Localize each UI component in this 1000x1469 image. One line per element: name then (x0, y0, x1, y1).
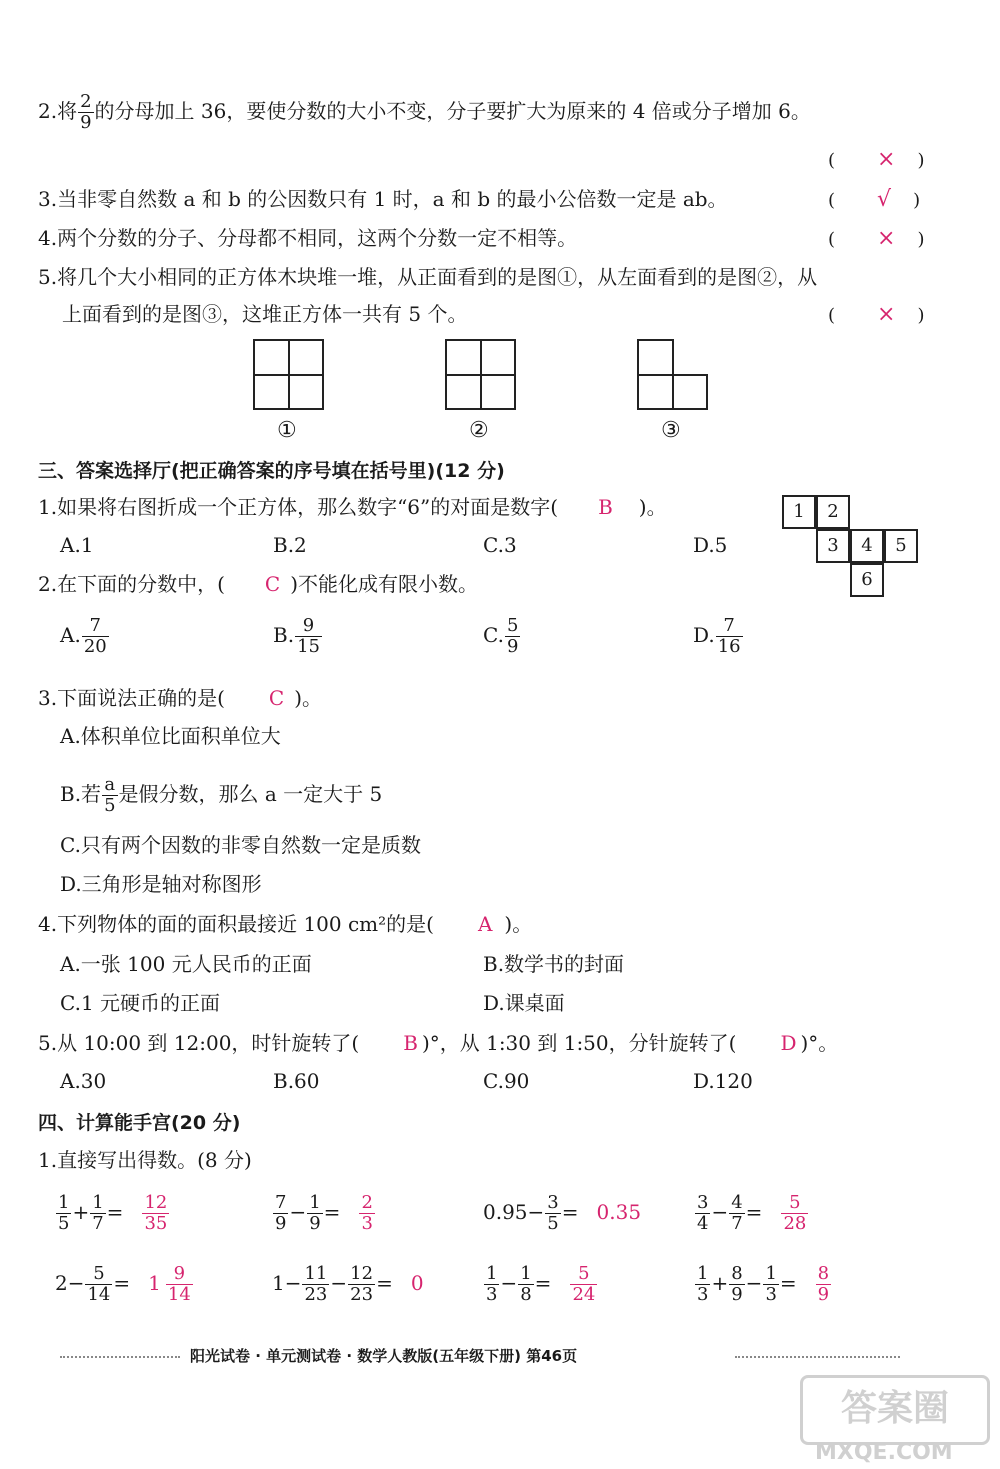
s3-q1-opt-b: B.2 (273, 533, 307, 557)
fraction: $\frac{a}{5}$ (104, 774, 116, 816)
fraction: $\frac{11}{23}$ (304, 1263, 328, 1305)
s3-q5-opt-b: B.60 (273, 1069, 320, 1093)
s3-q4: 4.下列物体的面的面积最接近 100 cm²的是( A )。 (38, 912, 533, 936)
fraction: $\frac{2}{9}$ (80, 91, 92, 133)
fraction: $\frac{3}{4}$ (697, 1192, 709, 1234)
s3-q4-opt-d: D.课桌面 (483, 991, 565, 1015)
judge-q3: 3.当非零自然数 a 和 b 的公因数只有 1 时，a 和 b 的最小公倍数一定是 ab。 (38, 187, 728, 211)
fraction: $\frac{4}{7}$ (731, 1192, 743, 1234)
footer-divider-left (60, 1356, 180, 1358)
net-cell: 1 (782, 495, 816, 529)
fraction: $\frac{7}{16}$ (717, 615, 741, 657)
s3-q5: 5.从 10:00 到 12:00，时针旋转了( B )°，从 1:30 到 1:50，分针旋转了( D )°。 (38, 1031, 839, 1055)
s3-q3-opt-b: B.若 $\frac{a}{5}$ 是假分数，那么 a 一定大于 5 (60, 774, 383, 816)
answer-q5a: B (403, 1031, 418, 1055)
footer-divider-right (735, 1356, 900, 1358)
fraction: $\frac{1}{3}$ (486, 1263, 498, 1305)
s3-q3-opt-c: C.只有两个因数的非零自然数一定是质数 (60, 833, 421, 857)
result-value: 0 (410, 1271, 424, 1295)
net-cell: 5 (884, 529, 918, 563)
section4-title: 四、计算能手宫(20 分) (38, 1112, 241, 1134)
net-cell: 6 (850, 563, 884, 597)
fraction: $\frac{1}{9}$ (309, 1192, 321, 1234)
s3-q5-opt-a: A.30 (60, 1069, 107, 1093)
result-fraction: $\frac{5}{24}$ (572, 1263, 596, 1305)
calc-r1-b: $\frac{7}{9}$ − $\frac{1}{9}$ = $\frac{2}{3}$ (275, 1192, 373, 1234)
fraction: $\frac{7}{9}$ (275, 1192, 287, 1234)
s4-q1-title: 1.直接写出得数。(8 分) (38, 1148, 252, 1172)
fraction: $\frac{1}{7}$ (92, 1192, 104, 1234)
result-value: 0.35 (596, 1200, 642, 1224)
answer-q3: C (268, 686, 285, 710)
answer-q4: A (477, 912, 493, 936)
cross-mark: × (877, 302, 896, 327)
judge-q5-line1: 5.将几个大小相同的正方体木块堆一堆，从正面看到的是图①，从左面看到的是图②，从 (38, 265, 818, 289)
answer-paren-q3: ( √ ) (828, 187, 921, 212)
result-fraction: $\frac{5}{28}$ (783, 1192, 807, 1234)
s3-q4-opt-c: C.1 元硬币的正面 (60, 991, 221, 1015)
s3-q2-opt-c: C. $\frac{5}{9}$ (483, 615, 519, 657)
fraction: $\frac{1}{8}$ (520, 1263, 532, 1305)
net-cell: 3 (816, 529, 850, 563)
s3-q5-opt-d: D.120 (693, 1069, 753, 1093)
s3-q2-opt-b: B. $\frac{9}{15}$ (273, 615, 320, 657)
s3-q3: 3.下面说法正确的是( C )。 (38, 686, 323, 710)
s3-q5-opt-c: C.90 (483, 1069, 530, 1093)
figure-1-grid (253, 339, 324, 410)
s3-q2-opt-a: A. $\frac{7}{20}$ (60, 615, 107, 657)
answer-paren-q4: ( × ) (828, 226, 925, 251)
s3-q1-opt-a: A.1 (60, 533, 94, 557)
result-fraction: $\frac{8}{9}$ (817, 1263, 830, 1305)
check-mark: √ (877, 187, 892, 212)
figure-3-label: ③ (661, 418, 681, 443)
s3-q1-opt-d: D.5 (693, 533, 728, 557)
fraction: $\frac{1}{5}$ (58, 1192, 70, 1234)
answer-q1: B (598, 495, 613, 519)
fraction: $\frac{5}{14}$ (87, 1263, 111, 1305)
s3-q4-opt-b: B.数学书的封面 (483, 952, 625, 976)
judge-q4: 4.两个分数的分子、分母都不相同，这两个分数一定不相等。 (38, 226, 578, 250)
cross-mark: × (877, 226, 896, 251)
result-fraction: $\frac{12}{35}$ (144, 1192, 168, 1234)
calc-r2-c: $\frac{1}{3}$ − $\frac{1}{8}$ = $\frac{5}{24}$ (486, 1263, 596, 1305)
judge-q2: 2.将 $\frac{2}{9}$ 的分母加上 36，要使分数的大小不变，分子要扩大为原来的 4 倍或分子增加 6。 (38, 91, 811, 133)
answer-paren-q5: ( × ) (828, 302, 925, 327)
s3-q2: 2.在下面的分数中，( C )不能化成有限小数。 (38, 572, 479, 596)
footer-text: 阳光试卷 · 单元测试卷 · 数学人教版(五年级下册) 第46页 (190, 1347, 578, 1365)
calc-r2-b: 1− $\frac{11}{23}$ − $\frac{12}{23}$ = 0 (272, 1263, 424, 1305)
answer-q2: C (264, 572, 281, 596)
fraction: $\frac{12}{23}$ (350, 1263, 374, 1305)
calc-r2-d: $\frac{1}{3}$ + $\frac{8}{9}$ − $\frac{1}{3}$ = $\frac{8}{9}$ (697, 1263, 830, 1305)
figure-1-label: ① (277, 418, 297, 443)
fraction: $\frac{8}{9}$ (731, 1263, 743, 1305)
calc-r1-a: $\frac{1}{5}$ + $\frac{1}{7}$ = $\frac{12}{35}$ (58, 1192, 168, 1234)
fraction: $\frac{1}{3}$ (765, 1263, 777, 1305)
calc-r2-a: 2− $\frac{5}{14}$ = 1 $\frac{9}{14}$ (55, 1263, 191, 1305)
s3-q2-opt-d: D. $\frac{7}{16}$ (693, 615, 741, 657)
watermark-logo: 答案圈 (800, 1375, 990, 1445)
s3-q4-opt-a: A.一张 100 元人民币的正面 (60, 952, 312, 976)
s3-q1: 1.如果将右图折成一个正方体，那么数字“6”的对面是数字( B )。 (38, 495, 667, 519)
section3-title: 三、答案选择厅(把正确答案的序号填在括号里)(12 分) (38, 460, 505, 482)
s3-q3-opt-d: D.三角形是轴对称图形 (60, 872, 262, 896)
calc-r1-c: 0.95− $\frac{3}{5}$ = 0.35 (483, 1192, 642, 1234)
fraction: $\frac{7}{20}$ (83, 615, 107, 657)
watermark-url: MXQE.COM (815, 1440, 953, 1465)
s3-q1-opt-c: C.3 (483, 533, 517, 557)
fraction: $\frac{9}{15}$ (297, 615, 320, 657)
result-whole: 1 (148, 1271, 161, 1295)
figure-2-label: ② (469, 418, 489, 443)
fraction: $\frac{3}{5}$ (547, 1192, 559, 1234)
answer-paren-q2: ( × ) (828, 147, 925, 172)
fraction: $\frac{1}{3}$ (697, 1263, 709, 1305)
net-cell: 4 (850, 529, 884, 563)
cross-mark: × (877, 147, 896, 172)
fraction: $\frac{5}{9}$ (506, 615, 519, 657)
result-fraction: $\frac{2}{3}$ (361, 1192, 373, 1234)
figure-2-grid (445, 339, 516, 410)
answer-q5b: D (780, 1031, 797, 1055)
calc-r1-d: $\frac{3}{4}$ − $\frac{4}{7}$ = $\frac{5}{28}$ (697, 1192, 807, 1234)
s3-q3-opt-a: A.体积单位比面积单位大 (60, 724, 281, 748)
result-fraction: $\frac{9}{14}$ (167, 1263, 191, 1305)
net-cell: 2 (816, 495, 850, 529)
judge-q5-line2: 上面看到的是图③，这堆正方体一共有 5 个。 (62, 302, 468, 326)
